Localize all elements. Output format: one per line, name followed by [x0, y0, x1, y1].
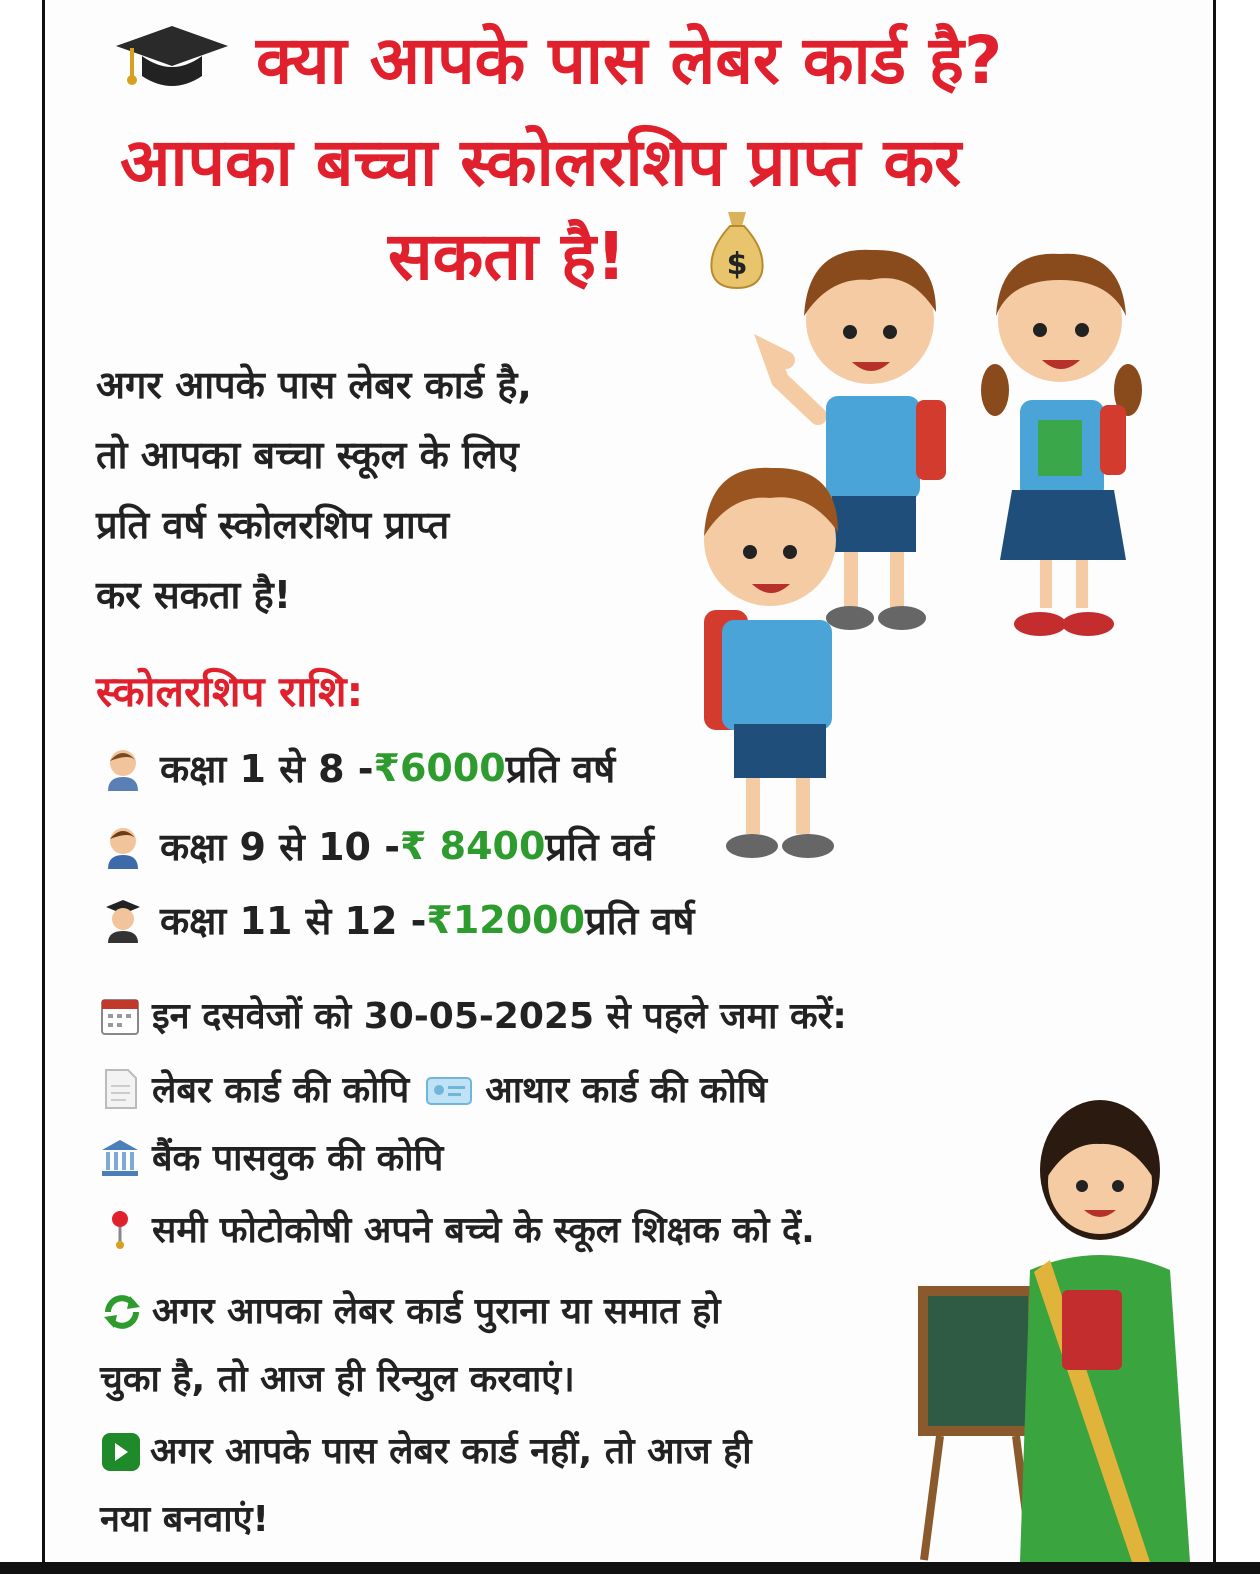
children-illustration — [690, 240, 1170, 880]
doc-row-cards — [100, 1064, 767, 1113]
teacher-figure — [1020, 1100, 1190, 1562]
intro-line-2: तो आपका बच्चा स्कूल के लिए — [96, 433, 519, 477]
document-icon — [100, 1068, 140, 1110]
id-card-icon — [425, 1068, 473, 1110]
graduation-cap-icon — [112, 22, 232, 94]
calendar-icon — [100, 994, 140, 1036]
row-1-label: कक्षा 1 से 8 - — [160, 747, 374, 791]
intro-line-3: प्रति वर्ष स्कोलरशिप प्राप्त — [96, 503, 450, 547]
renew-line-2: चुका है, तो आज ही रिन्युल करवाएं। — [100, 1359, 575, 1400]
documents-heading-row — [100, 990, 847, 1039]
row-3-suffix: प्रति वर्ष — [585, 899, 695, 943]
intro-text — [96, 350, 532, 630]
renew-block — [100, 1278, 721, 1414]
headline-line-2: आपका बच्चा स्कोलरशिप प्राप्त कर — [120, 124, 962, 201]
row-1-suffix: प्रति वर्ष — [505, 747, 616, 791]
documents-heading: इन दसवेजों को 30-05-2025 से पहले जमा करें: — [152, 996, 847, 1037]
renew-line-1: अगर आपका लेबर कार्ड पुराना या समात हो — [152, 1291, 721, 1332]
bank-passbook-copy: बैंक पासवुक की कोपि — [152, 1138, 444, 1179]
pin-icon — [100, 1208, 140, 1250]
labour-card-copy: लेबर कार्ड की कोपि — [152, 1070, 410, 1111]
intro-line-1: अगर आपके पास लेबर कार्ड है, — [96, 363, 532, 407]
scholarship-row-2 — [100, 820, 654, 872]
arrow-right-icon — [100, 1431, 142, 1473]
aadhar-card-copy: आथार कार्ड की कोषि — [485, 1070, 768, 1111]
headline-line-1: क्या आपके पास लेबर कार्ड है? — [256, 22, 1003, 99]
row-2-label: कक्षा 9 से 10 - — [160, 825, 400, 869]
chalkboard-icon — [918, 1286, 1038, 1560]
row-2-amount: ₹ 8400 — [399, 824, 546, 868]
intro-line-4: कर सकता है! — [96, 573, 292, 617]
doc-row-bank — [100, 1132, 443, 1181]
row-3-amount: ₹12000 — [426, 898, 586, 942]
new-card-line-2: नया बनवाएं! — [100, 1499, 269, 1540]
submit-note: समी फोटोकोषी अपने बच्चे के स्कूल शिक्षक को दें. — [152, 1210, 815, 1251]
doc-row-submit — [100, 1204, 815, 1253]
teacher-illustration — [900, 1090, 1200, 1562]
graduate-icon — [100, 897, 146, 943]
row-2-suffix: प्रति वर्व — [545, 825, 655, 869]
row-1-amount: ₹6000 — [373, 746, 506, 790]
new-card-line-1: अगर आपके पास लेबर कार्ड नहीं, तो आज ही — [150, 1431, 752, 1472]
row-3-label: कक्षा 11 से 12 - — [160, 899, 427, 943]
scholarship-row-3 — [100, 894, 695, 946]
bottom-border — [0, 1562, 1260, 1574]
student-icon — [100, 823, 146, 869]
scholarship-row-1 — [100, 742, 615, 794]
boy-icon — [100, 745, 146, 791]
scholarship-heading: स्कोलरशिप राशि: — [96, 667, 364, 716]
new-card-block — [100, 1418, 752, 1554]
front-boy-figure — [704, 468, 838, 858]
renew-icon — [100, 1292, 144, 1332]
bank-icon — [100, 1136, 140, 1178]
svg-text:$: $ — [726, 247, 748, 282]
headline-line-3: सकता है! — [388, 218, 627, 295]
girl-figure — [981, 254, 1142, 636]
